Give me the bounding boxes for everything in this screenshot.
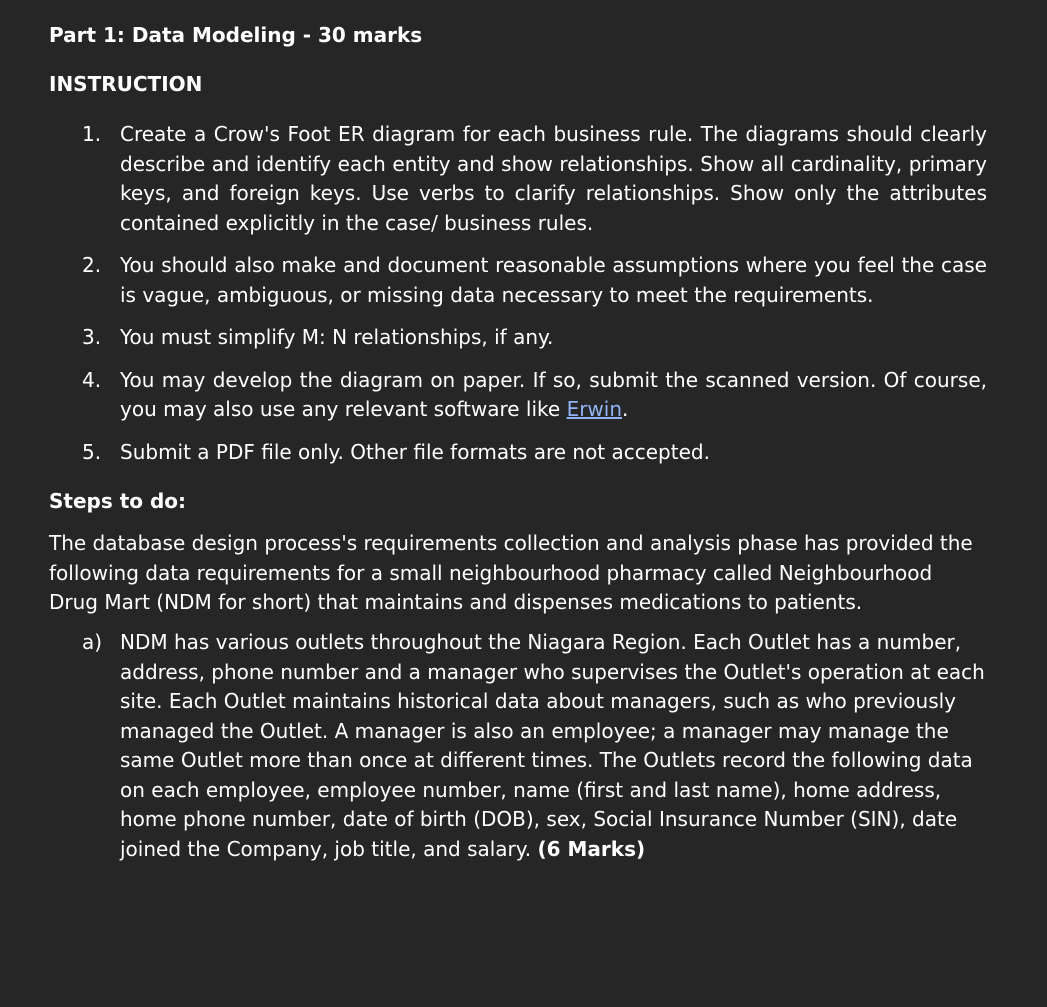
business-rule-a bbox=[82, 628, 987, 864]
instruction-text: You must simplify M: N relationships, if any. bbox=[120, 325, 554, 349]
instruction-text: You may develop the diagram on paper. If so, submit the scanned version. Of course, you may also use any relevant software like bbox=[120, 367, 987, 421]
instruction-heading: INSTRUCTION bbox=[49, 72, 203, 96]
page-title: Part 1: Data Modeling - 30 marks bbox=[49, 23, 423, 47]
instruction-text: You should also make and document reasonable assumptions where you feel the case is vague, ambiguous, or missing data necessary to meet the requirements. bbox=[120, 253, 987, 307]
rule-label: a) bbox=[82, 630, 103, 654]
instruction-number: 4. bbox=[82, 367, 102, 392]
instruction-number: 1. bbox=[82, 122, 102, 146]
instruction-item-4 bbox=[82, 366, 987, 425]
instruction-item-2 bbox=[82, 251, 987, 310]
intro-paragraph: The database design process's requirements collection and analysis phase has provided the following data requirements for a small neighbourhood pharmacy called Neighbourhood Drug Mart (NDM for short) that maintains and dispenses medications to patients. bbox=[49, 531, 973, 614]
erwin-link[interactable]: Erwin bbox=[566, 397, 623, 421]
instruction-item-1 bbox=[82, 120, 987, 238]
instruction-number: 3. bbox=[82, 325, 102, 349]
steps-heading: Steps to do: bbox=[49, 489, 187, 513]
instruction-list bbox=[82, 120, 987, 480]
instruction-number: 2. bbox=[82, 253, 102, 277]
instruction-text-end: . bbox=[622, 397, 629, 421]
instruction-number: 5. bbox=[82, 439, 102, 464]
instruction-item-5 bbox=[82, 438, 987, 468]
rule-text: NDM has various outlets throughout the Niagara Region. Each Outlet has a number, address, phone number and a manager who supervises the Outlet's operation at each site. Each Outlet maintains historical data about managers, such as who previously managed the Outlet. A manager is also an employee; a manager may manage the same Outlet more than once at different times. The Outlets record the following data on each employee, employee number, name (first and last name), home address, home phone number, date of birth (DOB), sex, Social Insurance Number (SIN), date joined the Company, job title, and salary. bbox=[120, 630, 985, 861]
rule-marks: (6 Marks) bbox=[537, 836, 646, 861]
instruction-text: Submit a PDF file only. Other file formats are not accepted. bbox=[120, 439, 710, 464]
instruction-text: Create a Crow's Foot ER diagram for each business rule. The diagrams should clearly describe and identify each entity and show relationships. Show all cardinality, primary keys, and foreign keys. Use verbs to clarify relationships. Show only the attributes contained explicitly in the case/ business rules. bbox=[120, 122, 987, 235]
instruction-item-3 bbox=[82, 323, 987, 353]
